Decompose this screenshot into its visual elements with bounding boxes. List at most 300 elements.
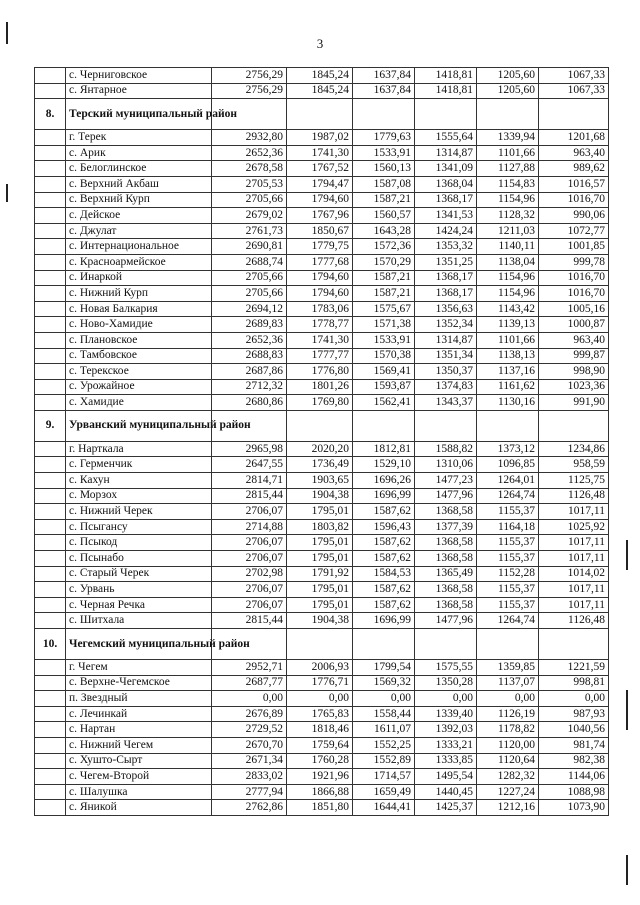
value-cell: 1164,18 (477, 519, 539, 535)
value-cell: 1795,01 (287, 582, 353, 598)
value-cell: 1014,02 (539, 566, 609, 582)
settlement-name: с. Верхний Акбаш (66, 176, 212, 192)
empty-cell (539, 410, 609, 441)
value-cell: 1570,38 (353, 348, 415, 364)
value-cell: 1351,25 (415, 254, 477, 270)
value-cell: 1812,81 (353, 441, 415, 457)
value-cell: 1155,37 (477, 535, 539, 551)
settlement-name: с. Шалушка (66, 784, 212, 800)
value-cell: 1769,80 (287, 395, 353, 411)
empty-cell (353, 99, 415, 130)
value-cell: 1101,66 (477, 145, 539, 161)
index-cell (35, 597, 66, 613)
value-cell: 1139,13 (477, 317, 539, 333)
value-cell: 1212,16 (477, 800, 539, 816)
value-cell: 1587,62 (353, 535, 415, 551)
value-cell: 1587,62 (353, 582, 415, 598)
value-cell: 2687,77 (212, 675, 287, 691)
value-cell: 990,06 (539, 208, 609, 224)
table-row (35, 504, 609, 520)
value-cell: 1575,55 (415, 660, 477, 676)
value-cell: 1161,62 (477, 379, 539, 395)
index-cell (35, 784, 66, 800)
value-cell: 2670,70 (212, 737, 287, 753)
district-number: 8. (35, 99, 66, 130)
value-cell: 1341,09 (415, 161, 477, 177)
settlement-name: с. Ново-Хамидие (66, 317, 212, 333)
value-cell: 1779,75 (287, 239, 353, 255)
settlement-name: с. Черниговское (66, 68, 212, 84)
value-cell: 1987,02 (287, 130, 353, 146)
settlement-name: с. Герменчик (66, 457, 212, 473)
value-cell: 1072,77 (539, 223, 609, 239)
table-row (35, 348, 609, 364)
value-cell: 2652,36 (212, 145, 287, 161)
value-cell: 1356,63 (415, 301, 477, 317)
value-cell: 2706,07 (212, 504, 287, 520)
index-cell (35, 504, 66, 520)
value-cell: 1333,21 (415, 737, 477, 753)
value-cell: 1637,84 (353, 83, 415, 99)
value-cell: 1845,24 (287, 83, 353, 99)
value-cell: 1023,36 (539, 379, 609, 395)
index-cell (35, 223, 66, 239)
value-cell: 1533,91 (353, 145, 415, 161)
value-cell: 1137,07 (477, 675, 539, 691)
index-cell (35, 145, 66, 161)
value-cell: 1783,06 (287, 301, 353, 317)
value-cell: 1637,84 (353, 68, 415, 84)
empty-cell (539, 629, 609, 660)
value-cell: 1575,67 (353, 301, 415, 317)
value-cell: 1593,87 (353, 379, 415, 395)
index-cell (35, 566, 66, 582)
table-row (35, 68, 609, 84)
value-cell: 1795,01 (287, 597, 353, 613)
index-cell (35, 239, 66, 255)
value-cell: 1477,96 (415, 613, 477, 629)
settlement-name: с. Старый Черек (66, 566, 212, 582)
value-cell: 2756,29 (212, 68, 287, 84)
settlement-name: с. Нижний Курп (66, 286, 212, 302)
value-cell: 1101,66 (477, 332, 539, 348)
table-row (35, 254, 609, 270)
value-cell: 1659,49 (353, 784, 415, 800)
value-cell: 2815,44 (212, 488, 287, 504)
value-cell: 1016,57 (539, 176, 609, 192)
table-row (35, 364, 609, 380)
value-cell: 1144,06 (539, 769, 609, 785)
value-cell: 1005,16 (539, 301, 609, 317)
settlement-name: г. Чегем (66, 660, 212, 676)
value-cell: 2705,66 (212, 270, 287, 286)
value-cell: 1529,10 (353, 457, 415, 473)
value-cell: 1126,48 (539, 488, 609, 504)
value-cell: 958,59 (539, 457, 609, 473)
value-cell: 1368,58 (415, 551, 477, 567)
value-cell: 1569,41 (353, 364, 415, 380)
value-cell: 1000,87 (539, 317, 609, 333)
value-cell: 1096,85 (477, 457, 539, 473)
table-row (35, 317, 609, 333)
value-cell: 1120,00 (477, 737, 539, 753)
value-cell: 1767,52 (287, 161, 353, 177)
settlement-name: с. Нартан (66, 722, 212, 738)
settlement-name: с. Лечинкай (66, 706, 212, 722)
value-cell: 1767,96 (287, 208, 353, 224)
value-cell: 998,90 (539, 364, 609, 380)
value-cell: 1558,44 (353, 706, 415, 722)
index-cell (35, 753, 66, 769)
settlement-name: г. Нарткала (66, 441, 212, 457)
value-cell: 2679,02 (212, 208, 287, 224)
value-cell: 1562,41 (353, 395, 415, 411)
value-cell: 1152,28 (477, 566, 539, 582)
settlement-name: п. Звездный (66, 691, 212, 707)
value-cell: 1314,87 (415, 145, 477, 161)
value-cell: 1776,80 (287, 364, 353, 380)
value-cell: 1374,83 (415, 379, 477, 395)
value-cell: 1392,03 (415, 722, 477, 738)
table-row (35, 800, 609, 816)
value-cell: 0,00 (539, 691, 609, 707)
value-cell: 1138,13 (477, 348, 539, 364)
index-cell (35, 660, 66, 676)
value-cell: 1587,21 (353, 270, 415, 286)
value-cell: 1016,70 (539, 270, 609, 286)
table-row (35, 535, 609, 551)
value-cell: 1264,74 (477, 488, 539, 504)
empty-cell (415, 99, 477, 130)
settlement-name: с. Морзох (66, 488, 212, 504)
value-cell: 1803,82 (287, 519, 353, 535)
value-cell: 1555,64 (415, 130, 477, 146)
value-cell: 2833,02 (212, 769, 287, 785)
value-cell: 1140,11 (477, 239, 539, 255)
value-cell: 1227,24 (477, 784, 539, 800)
table-row (35, 675, 609, 691)
value-cell: 2702,98 (212, 566, 287, 582)
table-row (35, 83, 609, 99)
value-cell: 2676,89 (212, 706, 287, 722)
value-cell: 2952,71 (212, 660, 287, 676)
table-row (35, 769, 609, 785)
value-cell: 1373,12 (477, 441, 539, 457)
value-cell: 1377,39 (415, 519, 477, 535)
index-cell (35, 519, 66, 535)
table-row (35, 176, 609, 192)
value-cell: 998,81 (539, 675, 609, 691)
index-cell (35, 161, 66, 177)
value-cell: 1282,32 (477, 769, 539, 785)
value-cell: 1234,86 (539, 441, 609, 457)
value-cell: 2688,74 (212, 254, 287, 270)
empty-cell (415, 629, 477, 660)
value-cell: 1584,53 (353, 566, 415, 582)
settlement-name: с. Хушто-Сырт (66, 753, 212, 769)
index-cell (35, 395, 66, 411)
value-cell: 1155,37 (477, 504, 539, 520)
value-cell: 2762,86 (212, 800, 287, 816)
value-cell: 1570,29 (353, 254, 415, 270)
value-cell: 0,00 (353, 691, 415, 707)
district-header-row (35, 99, 609, 130)
settlement-name: с. Интернациональное (66, 239, 212, 255)
settlement-name: с. Плановское (66, 332, 212, 348)
value-cell: 1587,62 (353, 551, 415, 567)
index-cell (35, 457, 66, 473)
value-cell: 1017,11 (539, 504, 609, 520)
value-cell: 0,00 (287, 691, 353, 707)
value-cell: 1351,34 (415, 348, 477, 364)
value-cell: 963,40 (539, 332, 609, 348)
value-cell: 1221,59 (539, 660, 609, 676)
value-cell: 1368,58 (415, 597, 477, 613)
value-cell: 1791,92 (287, 566, 353, 582)
value-cell: 1571,38 (353, 317, 415, 333)
value-cell: 1264,74 (477, 613, 539, 629)
value-cell: 1714,57 (353, 769, 415, 785)
settlement-name: с. Урожайное (66, 379, 212, 395)
value-cell: 2671,34 (212, 753, 287, 769)
value-cell: 1777,68 (287, 254, 353, 270)
value-cell: 1850,67 (287, 223, 353, 239)
value-cell: 2694,12 (212, 301, 287, 317)
index-cell (35, 488, 66, 504)
value-cell: 0,00 (212, 691, 287, 707)
index-cell (35, 769, 66, 785)
value-cell: 1477,23 (415, 473, 477, 489)
value-cell: 1143,42 (477, 301, 539, 317)
value-cell: 1587,62 (353, 504, 415, 520)
value-cell: 1777,77 (287, 348, 353, 364)
value-cell: 1368,58 (415, 535, 477, 551)
index-cell (35, 270, 66, 286)
value-cell: 981,74 (539, 737, 609, 753)
settlement-name: с. Янтарное (66, 83, 212, 99)
index-cell (35, 582, 66, 598)
value-cell: 1138,04 (477, 254, 539, 270)
value-cell: 1779,63 (353, 130, 415, 146)
empty-cell (287, 629, 353, 660)
value-cell: 2932,80 (212, 130, 287, 146)
value-cell: 2690,81 (212, 239, 287, 255)
value-cell: 1495,54 (415, 769, 477, 785)
value-cell: 1040,56 (539, 722, 609, 738)
value-cell: 1205,60 (477, 83, 539, 99)
value-cell: 1365,49 (415, 566, 477, 582)
value-cell: 1017,11 (539, 582, 609, 598)
value-cell: 1350,28 (415, 675, 477, 691)
table-row (35, 208, 609, 224)
value-cell: 1560,57 (353, 208, 415, 224)
value-cell: 1736,49 (287, 457, 353, 473)
value-cell: 1552,25 (353, 737, 415, 753)
table-row (35, 582, 609, 598)
value-cell: 1569,32 (353, 675, 415, 691)
value-cell: 1572,36 (353, 239, 415, 255)
value-cell: 2814,71 (212, 473, 287, 489)
value-cell: 1760,28 (287, 753, 353, 769)
district-number: 9. (35, 410, 66, 441)
value-cell: 1154,96 (477, 270, 539, 286)
value-cell: 1741,30 (287, 145, 353, 161)
value-cell: 2652,36 (212, 332, 287, 348)
value-cell: 1759,64 (287, 737, 353, 753)
value-cell: 1017,11 (539, 597, 609, 613)
value-cell: 1154,96 (477, 286, 539, 302)
table-row (35, 286, 609, 302)
table-row (35, 239, 609, 255)
value-cell: 1778,77 (287, 317, 353, 333)
value-cell: 1851,80 (287, 800, 353, 816)
value-cell: 1368,58 (415, 504, 477, 520)
settlement-name: с. Верхний Курп (66, 192, 212, 208)
value-cell: 1799,54 (353, 660, 415, 676)
value-cell: 1425,37 (415, 800, 477, 816)
value-cell: 1440,45 (415, 784, 477, 800)
empty-cell (353, 629, 415, 660)
index-cell (35, 254, 66, 270)
value-cell: 2706,07 (212, 582, 287, 598)
value-cell: 1359,85 (477, 660, 539, 676)
index-cell (35, 83, 66, 99)
value-cell: 1921,96 (287, 769, 353, 785)
value-cell: 982,38 (539, 753, 609, 769)
value-cell: 2965,98 (212, 441, 287, 457)
value-cell: 1130,16 (477, 395, 539, 411)
table-row (35, 691, 609, 707)
table-row (35, 473, 609, 489)
settlement-name: с. Нижний Черек (66, 504, 212, 520)
value-cell: 1794,60 (287, 286, 353, 302)
settlement-name: с. Яникой (66, 800, 212, 816)
value-cell: 2705,53 (212, 176, 287, 192)
district-header-row (35, 629, 609, 660)
value-cell: 1352,34 (415, 317, 477, 333)
district-header-row (35, 410, 609, 441)
table-row (35, 784, 609, 800)
value-cell: 1310,06 (415, 457, 477, 473)
value-cell: 1904,38 (287, 488, 353, 504)
value-cell: 2678,58 (212, 161, 287, 177)
table-row (35, 488, 609, 504)
table-row (35, 161, 609, 177)
value-cell: 1125,75 (539, 473, 609, 489)
value-cell: 0,00 (477, 691, 539, 707)
value-cell: 1418,81 (415, 83, 477, 99)
value-cell: 1794,60 (287, 270, 353, 286)
value-cell: 1211,03 (477, 223, 539, 239)
table-row (35, 223, 609, 239)
value-cell: 1794,60 (287, 192, 353, 208)
value-cell: 2705,66 (212, 286, 287, 302)
value-cell: 1368,58 (415, 582, 477, 598)
empty-cell (539, 99, 609, 130)
settlement-name: с. Черная Речка (66, 597, 212, 613)
table-row (35, 395, 609, 411)
settlement-name: с. Урвань (66, 582, 212, 598)
index-cell (35, 130, 66, 146)
value-cell: 1120,64 (477, 753, 539, 769)
table-body (35, 68, 609, 816)
value-cell: 1017,11 (539, 551, 609, 567)
index-cell (35, 737, 66, 753)
value-cell: 989,62 (539, 161, 609, 177)
scan-mark-right (626, 540, 628, 570)
value-cell: 1587,08 (353, 176, 415, 192)
table-row (35, 301, 609, 317)
index-cell (35, 379, 66, 395)
value-cell: 2714,88 (212, 519, 287, 535)
value-cell: 1368,17 (415, 270, 477, 286)
index-cell (35, 332, 66, 348)
table-row (35, 332, 609, 348)
value-cell: 1126,19 (477, 706, 539, 722)
table-row (35, 722, 609, 738)
value-cell: 2777,94 (212, 784, 287, 800)
settlement-name: с. Верхне-Чегемское (66, 675, 212, 691)
value-cell: 1696,99 (353, 613, 415, 629)
index-cell (35, 535, 66, 551)
district-name: Терский муниципальный район (66, 99, 212, 130)
value-cell: 1154,83 (477, 176, 539, 192)
value-cell: 1067,33 (539, 83, 609, 99)
settlement-name: с. Белоглинское (66, 161, 212, 177)
empty-cell (415, 410, 477, 441)
index-cell (35, 800, 66, 816)
value-cell: 1353,32 (415, 239, 477, 255)
value-cell: 1904,38 (287, 613, 353, 629)
table-row (35, 192, 609, 208)
value-cell: 1350,37 (415, 364, 477, 380)
index-cell (35, 317, 66, 333)
value-cell: 1154,96 (477, 192, 539, 208)
value-cell: 1205,60 (477, 68, 539, 84)
value-cell: 1587,21 (353, 192, 415, 208)
settlement-name: с. Терекское (66, 364, 212, 380)
settlement-name: с. Псынабо (66, 551, 212, 567)
settlement-name: с. Псыкод (66, 535, 212, 551)
table-row (35, 613, 609, 629)
value-cell: 1067,33 (539, 68, 609, 84)
value-cell: 1795,01 (287, 504, 353, 520)
value-cell: 1073,90 (539, 800, 609, 816)
value-cell: 1587,21 (353, 286, 415, 302)
value-cell: 1611,07 (353, 722, 415, 738)
settlement-name: с. Кахун (66, 473, 212, 489)
value-cell: 1127,88 (477, 161, 539, 177)
value-cell: 2020,20 (287, 441, 353, 457)
scan-mark-right-3 (626, 855, 628, 885)
value-cell: 1339,94 (477, 130, 539, 146)
value-cell: 1587,62 (353, 597, 415, 613)
value-cell: 1644,41 (353, 800, 415, 816)
settlement-name: с. Дейское (66, 208, 212, 224)
value-cell: 1017,11 (539, 535, 609, 551)
value-cell: 1339,40 (415, 706, 477, 722)
table-row (35, 145, 609, 161)
value-cell: 1333,85 (415, 753, 477, 769)
settlement-name: с. Новая Балкария (66, 301, 212, 317)
empty-cell (287, 410, 353, 441)
value-cell: 2756,29 (212, 83, 287, 99)
value-cell: 0,00 (415, 691, 477, 707)
index-cell (35, 473, 66, 489)
value-cell: 2689,83 (212, 317, 287, 333)
value-cell: 1155,37 (477, 551, 539, 567)
value-cell: 2705,66 (212, 192, 287, 208)
